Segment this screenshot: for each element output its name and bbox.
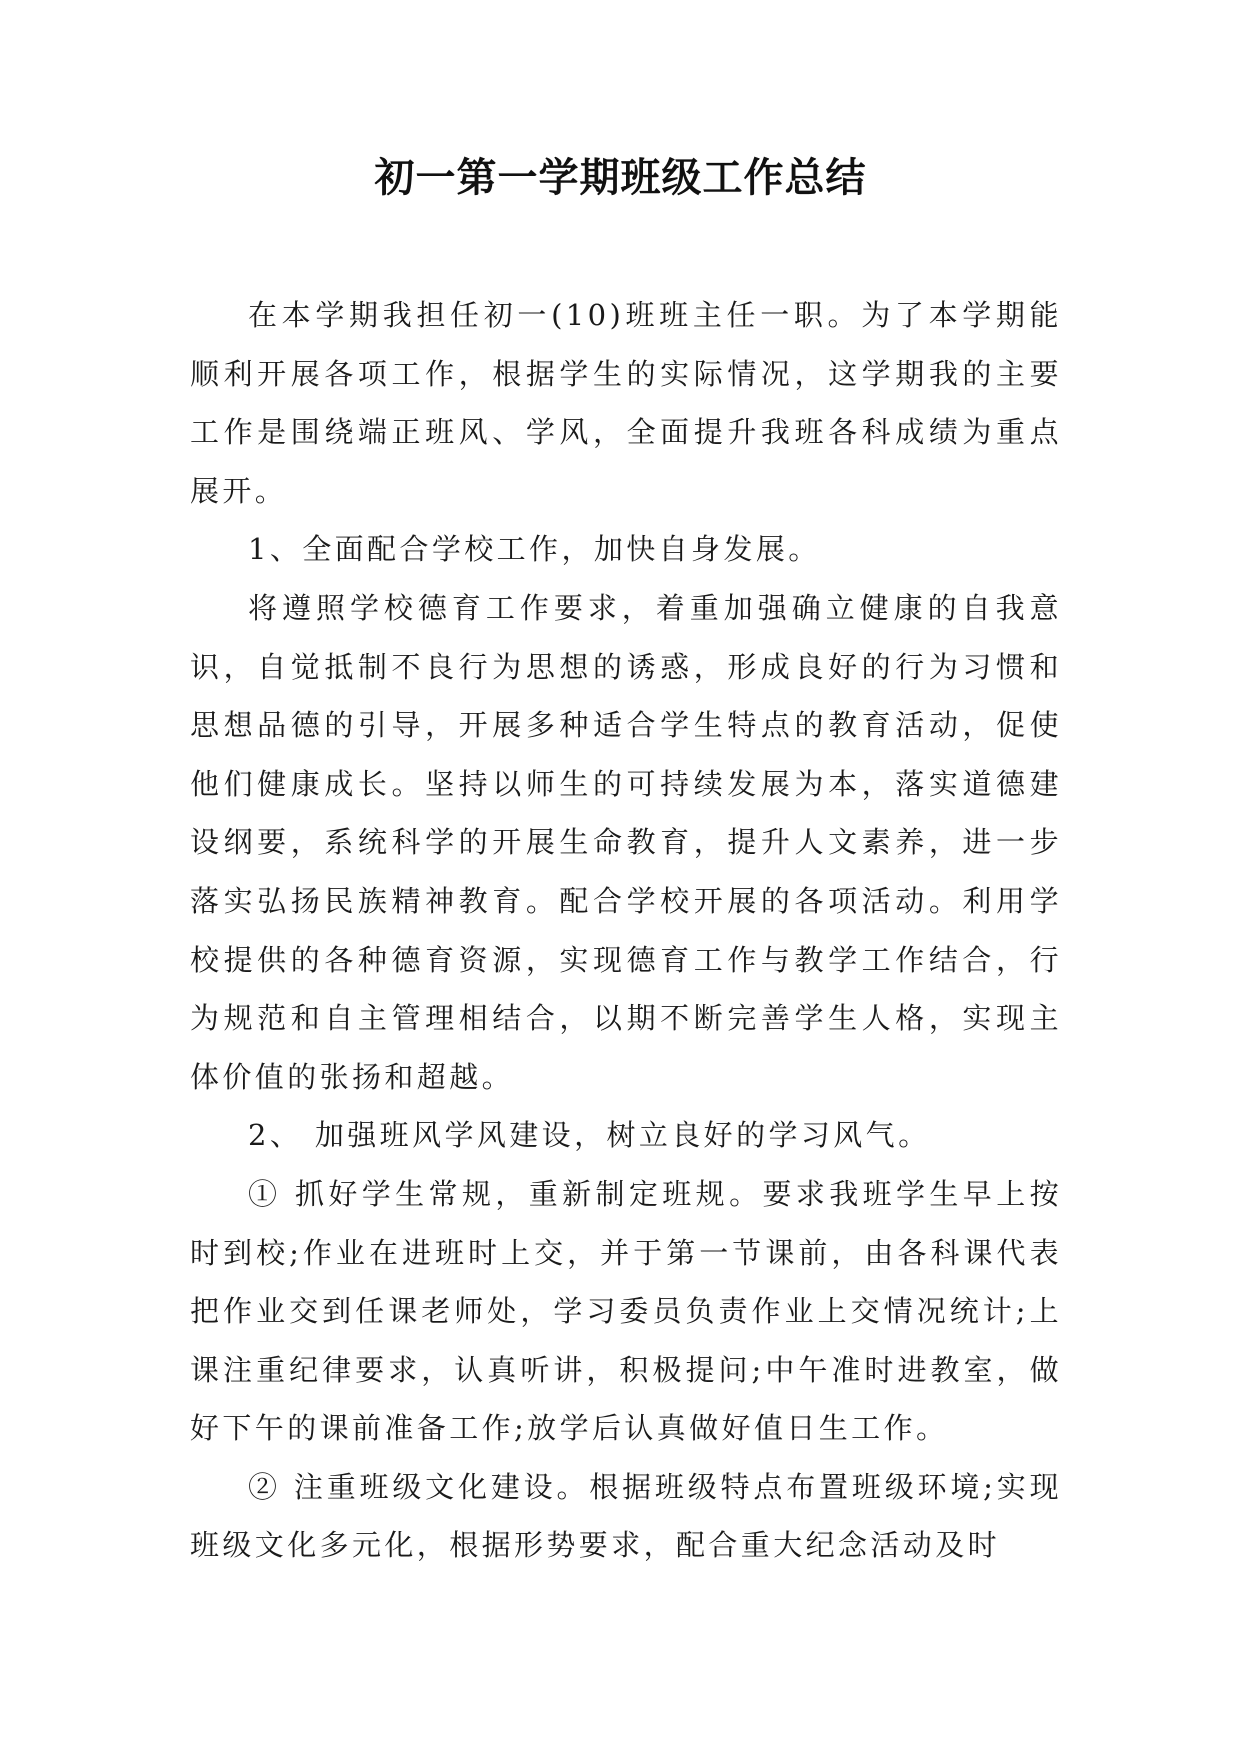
paragraph-heading-1: 1、全面配合学校工作，加快自身发展。 [248, 532, 821, 567]
document-title: 初一第一学期班级工作总结 [374, 155, 867, 201]
paragraph-item-1: ① 抓好学生常规，重新制定班规。要求我班学生早上按时到校;作业在进班时上交，并于第一节课前，由各科课代表把作业交到任课老师处，学习委员负责作业上交情况统计;上课注重纪律要求，认真听讲，积极提问;中午准时进教室，做好下午的课前准备工作;放学后认真做好值日生工作。 [190, 1176, 1062, 1446]
paragraph-moral-education: 将遵照学校德育工作要求，着重加强确立健康的自我意识，自觉抵制不良行为思想的诱惑，形成良好的行为习惯和思想品德的引导，开展多种适合学生特点的教育活动，促使他们健康成长。坚持以师生的可持续发展为本，落实道德建设纲要，系统科学的开展生命教育，提升人文素养，进一步落实弘扬民族精神教育。配合学校开展的各项活动。利用学校提供的各种德育资源，实现德育工作与教学工作结合，行为规范和自主管理相结合，以期不断完善学生人格，实现主体价值的张扬和超越。 [190, 590, 1062, 1094]
paragraph-item-2: ② 注重班级文化建设。根据班级特点布置班级环境;实现班级文化多元化，根据形势要求，配合重大纪念活动及时 [190, 1469, 1062, 1563]
paragraph-intro: 在本学期我担任初一(10)班班主任一职。为了本学期能顺利开展各项工作，根据学生的实际情况，这学期我的主要工作是围绕端正班风、学风，全面提升我班各科成绩为重点展开。 [190, 298, 1062, 508]
document-body [190, 286, 1062, 1575]
paragraph-heading-2: 2、 加强班风学风建设，树立良好的学习风气。 [248, 1118, 931, 1153]
